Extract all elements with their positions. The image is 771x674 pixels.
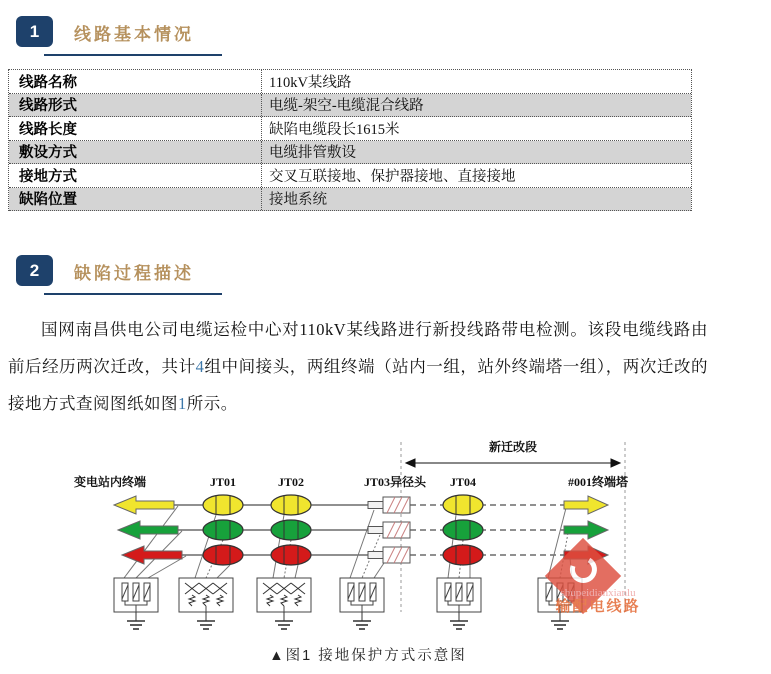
phase-b-left-arrow-icon: [118, 521, 178, 539]
jt02-joint-c-icon: [271, 545, 311, 565]
jt04-joint-c-icon: [443, 545, 483, 565]
ground-drop-lines: [124, 506, 572, 578]
section-number-badge: [16, 255, 53, 286]
jt04-joint-b-icon: [443, 520, 483, 540]
defect-description-paragraph: [8, 311, 708, 422]
ground-symbol-icon: [197, 612, 215, 629]
figure-caption: ▲图1 接地保护方式示意图: [269, 648, 467, 664]
ground-symbol-icon: [275, 612, 293, 629]
jt01-joint-c-icon: [203, 545, 243, 565]
phase-b-right-arrow-icon: [564, 521, 608, 539]
row-label: 缺陷位置: [19, 192, 77, 209]
grounding-schematic-svg: [58, 430, 678, 637]
table-row: [9, 117, 691, 141]
section-title: 缺陷过程描述: [74, 264, 194, 283]
table-row: [9, 70, 691, 94]
row-value: 交叉互联接地、保护器接地、直接接地: [261, 164, 691, 187]
jt01-joint-b-icon: [203, 520, 243, 540]
row-label: 线路名称: [19, 74, 77, 91]
ground-symbol-icon: [450, 612, 468, 629]
jt02-joint-b-icon: [271, 520, 311, 540]
jt03-label: JT03异径头: [363, 475, 427, 489]
row-label: 敷设方式: [19, 145, 77, 162]
ground-box-jt03: [340, 578, 384, 612]
paragraph-text: 组中间接头，两组终端（站内一组，站外终端塔一组），两次迁改的接地方式查阅图纸如图: [8, 357, 709, 413]
watermark-text-cn: 输配电线路: [555, 599, 641, 615]
jt02-joint-a-icon: [271, 495, 311, 515]
watermark-text-en: shupeidianxianlu: [560, 587, 636, 599]
section-number: 2: [29, 260, 40, 280]
ground-box-jt04: [437, 578, 481, 612]
section-title: 线路基本情况: [74, 25, 194, 44]
table-row: [9, 188, 691, 212]
paragraph-text: 国网南昌供电公司电缆运检中心对110kV某线路进行新投线路带电检测。该段电缆线路由前后经历两次迁改，共计: [8, 320, 708, 376]
section-title-wrap: [44, 16, 222, 56]
new-section-label: 新迁改段: [488, 440, 538, 454]
table-row: [9, 164, 691, 188]
inline-number: 4: [195, 357, 205, 376]
table-row: [9, 94, 691, 118]
left-terminal-label: 变电站内终端: [74, 475, 147, 489]
section-number-badge: [16, 16, 53, 47]
jt01-joint-a-icon: [203, 495, 243, 515]
jt03-reducer-b-icon: [368, 522, 410, 538]
row-value: 电缆排管敷设: [261, 141, 691, 164]
inline-number: 1: [178, 394, 187, 413]
section-number: 1: [29, 21, 40, 41]
jt04-joint-a-icon: [443, 495, 483, 515]
ground-box-jt01-cross: [179, 578, 233, 612]
row-value: 接地系统: [261, 188, 691, 211]
row-label: 线路形式: [19, 98, 77, 115]
row-label: 接地方式: [19, 168, 77, 185]
grounding-diagram: [58, 430, 771, 642]
row-value: 缺陷电缆段长1615米: [261, 117, 691, 140]
jt03-reducer-c-icon: [368, 547, 410, 563]
paragraph-text: 所示。: [186, 394, 238, 413]
span-arrow: [406, 459, 620, 467]
table-row: [9, 141, 691, 165]
jt01-label: JT01: [209, 475, 237, 489]
ground-symbol-icon: [353, 612, 371, 629]
ground-box-jt02-cross: [257, 578, 311, 612]
row-value: 电缆-架空-电缆混合线路: [261, 94, 691, 117]
right-terminal-label: #001终端塔: [567, 475, 629, 489]
jt02-label: JT02: [277, 475, 305, 489]
row-value: 110kV某线路: [261, 70, 691, 93]
watermark-logo: [545, 538, 641, 615]
section-2-header: [16, 255, 222, 295]
ground-box-terminal: [114, 578, 158, 612]
phase-a-right-arrow-icon: [564, 496, 608, 514]
section-1-header: [16, 16, 222, 56]
ground-symbol-icon: [127, 612, 145, 629]
jt04-label: JT04: [449, 475, 477, 489]
diagram-labels: [74, 474, 629, 489]
row-label: 线路长度: [19, 121, 77, 138]
phase-a-left-arrow-icon: [114, 496, 174, 514]
section-title-wrap: [44, 255, 222, 295]
line-info-table: [8, 69, 692, 211]
